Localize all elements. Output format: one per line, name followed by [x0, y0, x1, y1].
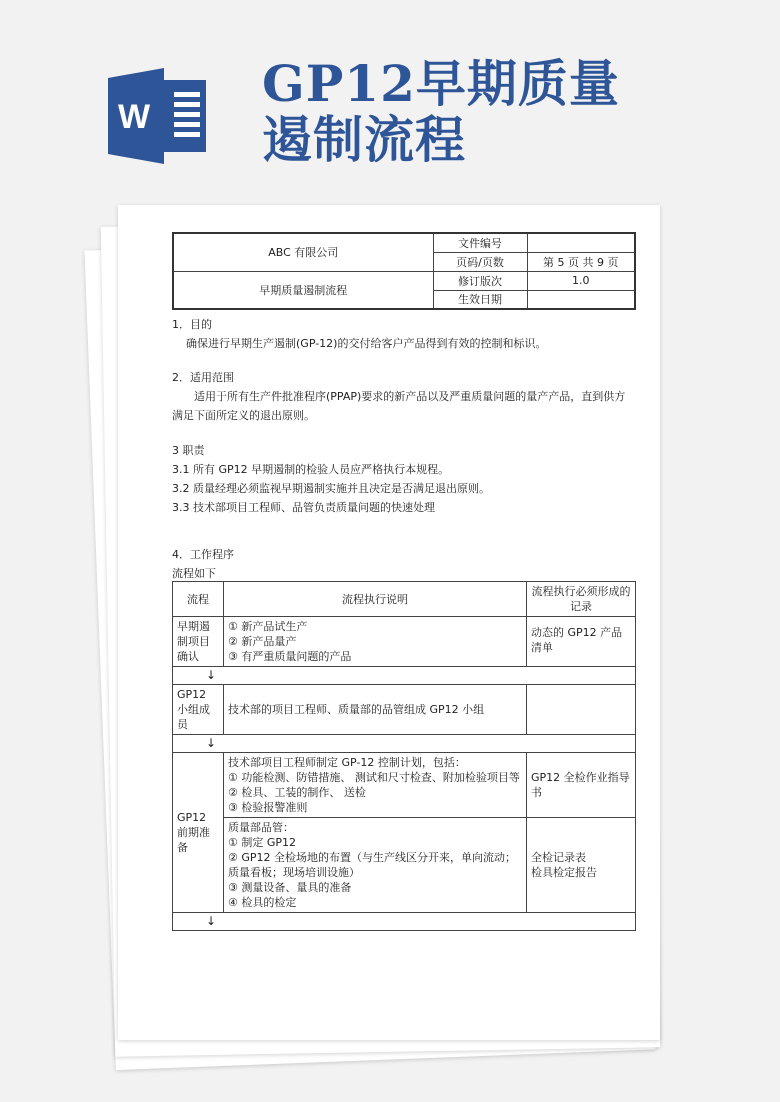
svg-text:W: W	[117, 98, 151, 136]
list-item: ② 检具、工装的制作、 送检	[228, 786, 366, 799]
arrow-down-icon: ↓	[206, 668, 217, 682]
arrow-down-icon: ↓	[206, 914, 217, 928]
list-item: 3.1 所有 GP12 早期遏制的检验人员应严格执行本规程。	[172, 463, 450, 476]
section-body: 流程如下	[172, 567, 216, 580]
table-row	[173, 617, 636, 667]
section-body: 适用于所有生产件批准程序(PPAP)要求的新产品以及严重质量问题的量产产品，直到供方满足下面所定义的退出原则。	[172, 390, 626, 422]
col-header: 流程执行说明	[224, 582, 527, 617]
step-name: GP12 小组成员	[173, 685, 224, 735]
record	[527, 685, 636, 735]
list-item: ② GP12 全检场地的布置（与生产线区分开来，单向流动；质量看板；现场培训设施）	[228, 851, 517, 879]
section-heading: 4．工作程序	[172, 548, 234, 561]
record: 全检记录表	[531, 851, 586, 864]
record: GP12 全检作业指导书	[527, 753, 636, 818]
list-item: ① 制定 GP12	[228, 836, 297, 849]
section-4	[172, 545, 636, 583]
list-item: 3.3 技术部项目工程师、品管负责质量问题的快速处理	[172, 501, 435, 514]
word-icon	[108, 68, 208, 164]
list-item: ② 新产品量产	[228, 635, 297, 648]
value-doc-number	[527, 233, 635, 252]
section-heading: 3 职责	[172, 444, 205, 457]
section-body: 确保进行早期生产遏制(GP-12)的交付给客户产品得到有效的控制和标识。	[186, 337, 547, 350]
value-page: 第 5 页 共 9 页	[527, 252, 635, 271]
list-item: ① 功能检测、防错措施、 测试和尺寸检查、附加检验项目等	[228, 771, 520, 784]
page-title: GP12早期质量 遏制流程	[262, 54, 620, 169]
section-heading: 1．目的	[172, 318, 212, 331]
col-header: 流程	[173, 582, 224, 617]
section-1	[172, 315, 636, 353]
list-item: ③ 测量设备、量具的准备	[228, 881, 352, 894]
step-name: GP12 前期准备	[173, 753, 224, 913]
section-3	[172, 441, 636, 517]
table-row	[173, 753, 636, 818]
step-desc: 技术部的项目工程师、质量部的品管组成 GP12 小组	[224, 685, 527, 735]
label-revision: 修订版次	[433, 271, 527, 290]
step-desc: 质量部品管：	[228, 821, 294, 834]
label-effective-date: 生效日期	[433, 290, 527, 309]
record: 检具检定报告	[531, 866, 597, 879]
list-item: ④ 检具的检定	[228, 896, 297, 909]
company-name: ABC 有限公司	[173, 233, 433, 271]
record: 动态的 GP12 产品清单	[527, 617, 636, 667]
step-desc: 技术部项目工程师制定 GP-12 控制计划，包括：	[228, 756, 466, 769]
table-row	[173, 818, 636, 913]
label-doc-number: 文件编号	[433, 233, 527, 252]
step-name: 早期遏制项目确认	[173, 617, 224, 667]
section-2	[172, 368, 636, 425]
value-revision: 1.0	[527, 271, 635, 290]
label-page: 页码/页数	[433, 252, 527, 271]
list-item: 3.2 质量经理必须监视早期遏制实施并且决定是否满足退出原则。	[172, 482, 490, 495]
list-item: ① 新产品试生产	[228, 620, 308, 633]
col-header: 流程执行必须形成的记录	[527, 582, 636, 617]
section-heading: 2．适用范围	[172, 371, 234, 384]
header-table	[172, 232, 636, 310]
arrow-down-icon: ↓	[206, 736, 217, 750]
flow-table	[172, 581, 636, 931]
doc-title: 早期质量遏制流程	[173, 271, 433, 309]
list-item: ③ 检验报警准则	[228, 801, 308, 814]
value-effective-date	[527, 290, 635, 309]
table-row	[173, 685, 636, 735]
list-item: ③ 有严重质量问题的产品	[228, 650, 352, 663]
